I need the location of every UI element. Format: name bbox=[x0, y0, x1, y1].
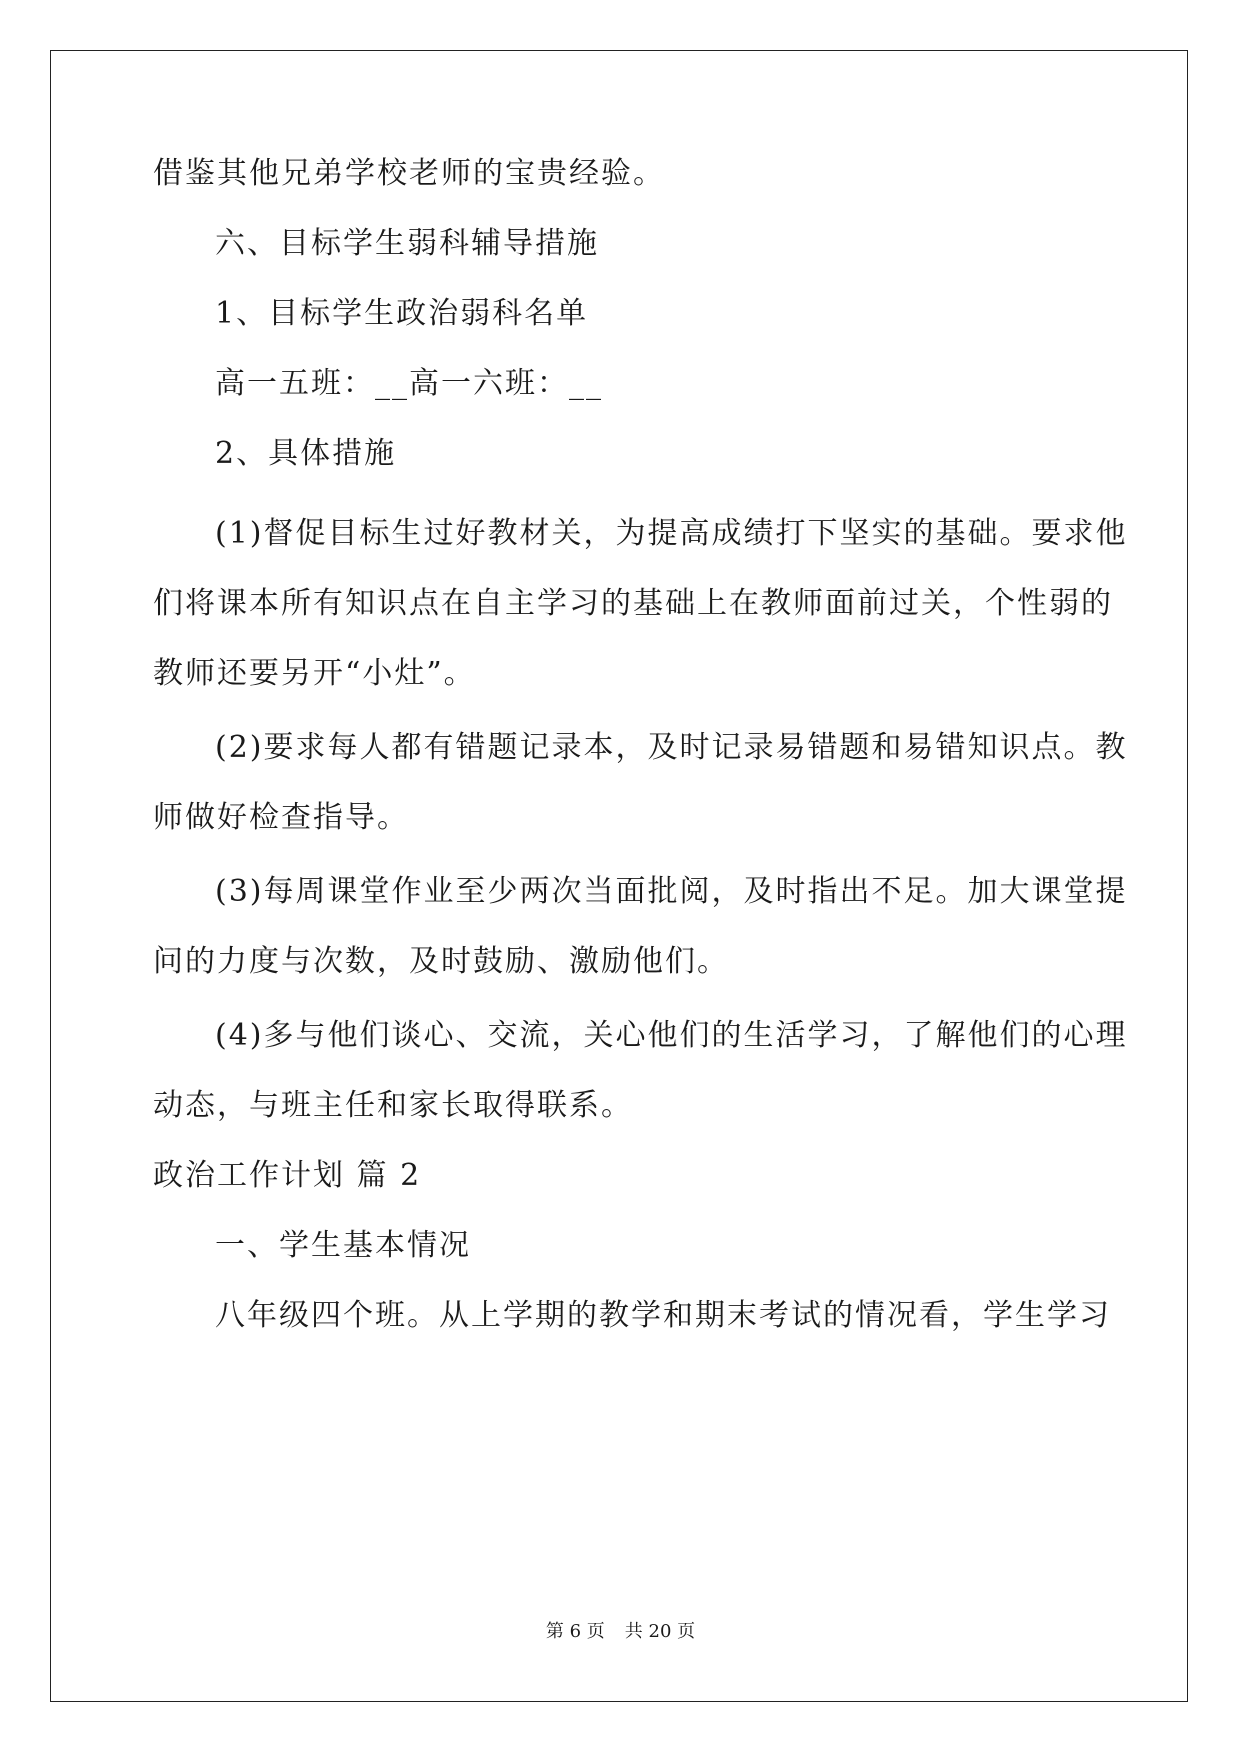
paragraph-line: 动态，与班主任和家长取得联系。 bbox=[153, 1088, 633, 1123]
subsection-heading: 2、具体措施 bbox=[215, 436, 397, 471]
paragraph-line: 借鉴其他兄弟学校老师的宝贵经验。 bbox=[153, 156, 665, 191]
document-section-title: 政治工作计划 篇 2 bbox=[153, 1158, 422, 1193]
paragraph-line: 教师还要另开“小灶”。 bbox=[153, 656, 476, 691]
section-heading: 六、目标学生弱科辅导措施 bbox=[215, 226, 599, 261]
paragraph-line: 师做好检查指导。 bbox=[153, 800, 409, 835]
paragraph-line: 八年级四个班。从上学期的教学和期末考试的情况看，学生学习 bbox=[215, 1298, 1111, 1333]
paragraph-line: (3)每周课堂作业至少两次当面批阅，及时指出不足。加大课堂提 bbox=[215, 874, 1128, 909]
paragraph-line: (2)要求每人都有错题记录本，及时记录易错题和易错知识点。教 bbox=[215, 730, 1128, 765]
class-list-line: 高一五班：__高一六班：__ bbox=[215, 366, 603, 401]
section-heading: 一、学生基本情况 bbox=[215, 1228, 471, 1263]
paragraph-line: (4)多与他们谈心、交流，关心他们的生活学习，了解他们的心理 bbox=[215, 1018, 1128, 1053]
paragraph-line: 问的力度与次数，及时鼓励、激励他们。 bbox=[153, 944, 729, 979]
page-footer bbox=[0, 1620, 1241, 1644]
paragraph-line: (1)督促目标生过好教材关，为提高成绩打下坚实的基础。要求他 bbox=[215, 516, 1128, 551]
paragraph-line: 们将课本所有知识点在自主学习的基础上在教师面前过关，个性弱的 bbox=[153, 586, 1113, 621]
subsection-heading: 1、目标学生政治弱科名单 bbox=[215, 296, 589, 331]
total-pages: 共 20 页 bbox=[624, 1621, 696, 1642]
page-number: 第 6 页 bbox=[545, 1621, 605, 1642]
